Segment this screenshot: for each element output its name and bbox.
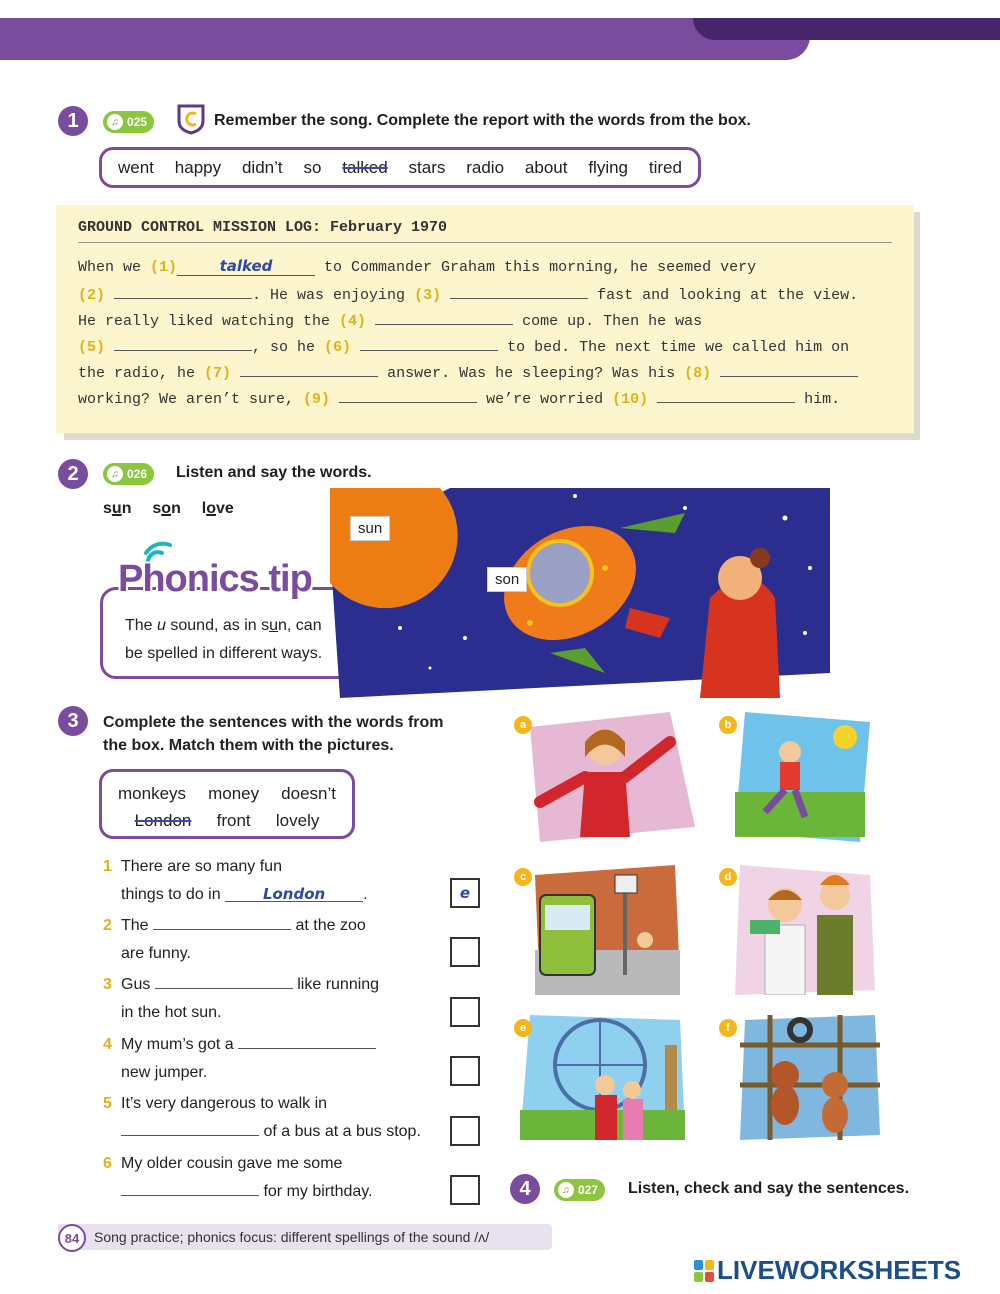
gap-4-input[interactable] (375, 307, 513, 325)
headphones-icon: ♫ (107, 466, 123, 482)
citizenship-icon (176, 103, 206, 135)
log-line-3 (78, 307, 892, 333)
word-used: London (134, 811, 192, 830)
gap-number: (4) (339, 313, 367, 330)
word-used: talked (342, 158, 388, 177)
gap-9-input[interactable] (339, 385, 477, 403)
audio-track: 026 (127, 467, 148, 481)
gap-number: (6) (324, 339, 352, 356)
picture-label-sun: sun (350, 516, 390, 541)
headphones-icon: ♫ (107, 114, 123, 130)
sentence-3: 3 Gus like running in the hot sun. (103, 971, 379, 1027)
word: went (118, 158, 154, 177)
exercise-2-number: 2 (58, 459, 88, 489)
log-text: When we (78, 259, 151, 276)
log-text: , so he (252, 339, 325, 356)
space-rocket-illustration (330, 488, 830, 698)
match-box-4[interactable] (450, 1056, 480, 1086)
picture-letter-d: d (719, 868, 737, 886)
sentence-5-input[interactable] (121, 1120, 259, 1136)
gap-5-input[interactable] (114, 333, 252, 351)
match-box-1[interactable]: e (450, 878, 480, 908)
word: stars (408, 158, 446, 177)
log-text: we’re worried (477, 391, 613, 408)
log-text: He really liked watching the (78, 313, 340, 330)
picture-label-son: son (487, 567, 527, 592)
exercise-1-number: 1 (58, 106, 88, 136)
picture-b-boy-running (735, 712, 875, 842)
gap-10-input[interactable] (657, 385, 795, 403)
match-box-2[interactable] (450, 937, 480, 967)
gap-2-input[interactable] (114, 281, 252, 299)
header-bar (0, 18, 810, 60)
gap-3-input[interactable] (450, 281, 588, 299)
word-box-3 (99, 769, 355, 839)
headphones-icon: ♫ (558, 1182, 574, 1198)
audio-button-025[interactable] (103, 111, 154, 133)
log-line-4 (78, 333, 892, 359)
phonics-tip-title: Phonics tip (118, 558, 312, 600)
picture-d-money (735, 865, 875, 995)
match-box-5[interactable] (450, 1116, 480, 1146)
word: happy (174, 158, 222, 177)
gap-number: (3) (414, 287, 442, 304)
gap-8-input[interactable] (720, 359, 858, 377)
audio-button-027[interactable] (554, 1179, 605, 1201)
word: about (524, 158, 568, 177)
brand-name: LIVEWORKSHEETS (717, 1255, 962, 1285)
audio-button-026[interactable] (103, 463, 154, 485)
sentence-1: 1 There are so many fun things to do in London . (103, 858, 368, 903)
gap-number: (7) (204, 365, 232, 382)
picture-e-london (520, 1015, 685, 1140)
sentence-3-input[interactable] (155, 973, 293, 989)
picture-f-monkeys (740, 1015, 880, 1140)
word: flying (588, 158, 628, 177)
sentence-6-input[interactable] (121, 1180, 259, 1196)
gap-number: (5) (78, 339, 106, 356)
gap-7-input[interactable] (240, 359, 378, 377)
exercise-3-instruction (103, 711, 444, 757)
keyword-son: son (152, 500, 181, 517)
mission-log (56, 205, 914, 433)
word-box-1 (99, 147, 701, 188)
gap-6-input[interactable] (360, 333, 498, 351)
match-box-3[interactable] (450, 997, 480, 1027)
keyword-list (103, 500, 234, 518)
exercise-4-number: 4 (510, 1174, 540, 1204)
sentence-2: 2 The at the zoo are funny. (103, 912, 366, 968)
word: money (208, 784, 260, 803)
page-number: 84 (58, 1224, 86, 1252)
log-line-1 (78, 255, 892, 281)
gap-1-input[interactable]: talked (177, 258, 315, 276)
phonics-tip-line-2: be spelled in different ways. (125, 645, 323, 662)
word: radio (466, 158, 505, 177)
picture-a-woman (530, 712, 700, 842)
exercise-3-number: 3 (58, 706, 88, 736)
header-bar-dark (693, 18, 1000, 40)
match-box-6[interactable] (450, 1175, 480, 1205)
log-text: . He was enjoying (252, 287, 415, 304)
picture-letter-f: f (719, 1019, 737, 1037)
log-text: to Commander Graham this morning, he seemed very (315, 259, 757, 276)
audio-track: 027 (578, 1183, 599, 1197)
gap-number: (10) (612, 391, 649, 408)
word: tired (648, 158, 682, 177)
gap-number: (8) (684, 365, 712, 382)
log-text: working? We aren’t sure, (78, 391, 304, 408)
word: didn’t (241, 158, 283, 177)
gap-number: (9) (303, 391, 331, 408)
log-line-6 (78, 385, 892, 411)
log-text: him. (795, 391, 841, 408)
picture-letter-e: e (514, 1019, 532, 1037)
picture-c-bus-stop (535, 865, 680, 995)
liveworksheets-logo-icon (694, 1260, 714, 1282)
log-text: answer. Was he sleeping? Was his (378, 365, 685, 382)
instruction-line: Complete the sentences with the words from (103, 714, 444, 731)
audio-track: 025 (127, 115, 148, 129)
log-text: come up. Then he was (513, 313, 703, 330)
picture-letter-c: c (514, 868, 532, 886)
word: so (303, 158, 322, 177)
sentence-5: 5 It’s very dangerous to walk in of a bus at a bus stop. (103, 1095, 421, 1140)
gap-number: (1) (150, 259, 178, 276)
picture-letter-a: a (514, 716, 532, 734)
word: front (216, 811, 251, 830)
log-text: to bed. The next time we called him on (498, 339, 850, 356)
log-text: the radio, he (78, 365, 205, 382)
exercise-2-instruction: Listen and say the words. (176, 464, 372, 481)
sentence-4: 4 My mum’s got a new jumper. (103, 1031, 376, 1087)
word: lovely (275, 811, 320, 830)
picture-letter-b: b (719, 716, 737, 734)
word: monkeys (118, 784, 187, 803)
word: doesn’t (281, 784, 336, 803)
phonics-tip-line-1: The u sound, as in sun, can (125, 617, 322, 634)
keyword-love: love (201, 500, 234, 517)
keyword-sun: sun (103, 500, 132, 517)
instruction-line: the box. Match them with the pictures. (103, 737, 394, 754)
log-line-2 (78, 281, 892, 307)
brand-logo (694, 1255, 961, 1286)
mission-log-title: GROUND CONTROL MISSION LOG: February 1970 (78, 219, 892, 243)
exercise-1-instruction: Remember the song. Complete the report with the words from the box. (214, 112, 751, 129)
sentence-4-input[interactable] (238, 1033, 376, 1049)
footer-text: Song practice; phonics focus: different spellings of the sound /ʌ/ (94, 1229, 490, 1245)
log-text: fast and looking at the view. (588, 287, 859, 304)
exercise-4-instruction: Listen, check and say the sentences. (628, 1180, 910, 1197)
log-line-5 (78, 359, 892, 385)
sentence-2-input[interactable] (153, 914, 291, 930)
gap-number: (2) (78, 287, 106, 304)
sentence-1-input[interactable]: London (225, 886, 363, 902)
sentence-6: 6 My older cousin gave me some for my birthday. (103, 1155, 373, 1200)
